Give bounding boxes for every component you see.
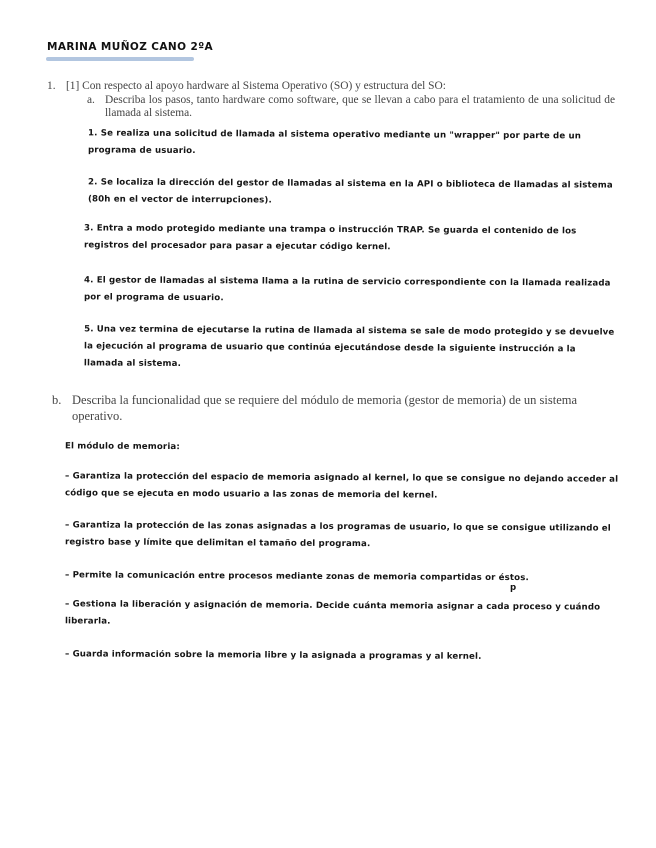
insertion-mark: p xyxy=(510,583,517,593)
part-a-text: Describa los pasos, tanto hardware como software, que se llevan a cabo para el tratamiento de una solicitud de llamada al sistema. xyxy=(105,94,615,119)
answer-a-step-3: 3. Entra a modo protegido mediante una trampa o instrucción TRAP. Se guarda el contenido de los registros del procesador para pasar a ejecutar código kernel. xyxy=(83,223,577,253)
part-b-text: Describa la funcionalidad que se requiere del módulo de memoria (gestor de memoria) de un sistema operativo. xyxy=(72,393,578,423)
student-name: MARINA MUÑOZ CANO 2ºA xyxy=(47,41,214,53)
question-1-text: [1] Con respecto al apoyo hardware al Sistema Operativo (SO) y estructura del SO: xyxy=(66,80,446,92)
part-b-letter: b. xyxy=(52,393,62,407)
answer-b-item-3: – Permite la comunicación entre procesos mediante zonas de memoria compartidas or éstos. xyxy=(64,570,529,584)
answer-a-step-4: 4. El gestor de llamadas al sistema llama a la rutina de servicio correspondiente con la llamada realizada por el programa de usuario. xyxy=(83,275,611,304)
question-1-number: 1. xyxy=(47,80,56,92)
answer-b-item-5: – Guarda información sobre la memoria libre y la asignada a programas y al kernel. xyxy=(64,649,482,662)
name-highlight-underline xyxy=(46,57,194,61)
answer-a-step-5: 5. Una vez termina de ejecutarse la rutina de llamada al sistema se sale de modo protegido y se devuelve la ejecución al programa de usuario que continúa ejecutándose desde la siguiente instrucción a la llamada al sistema. xyxy=(83,324,615,369)
answer-b-heading: El módulo de memoria: xyxy=(64,441,181,453)
answer-b-item-4: – Gestiona la liberación y asignación de memoria. Decide cuánta memoria asignar a cada proceso y cuándo liberarla. xyxy=(64,599,601,627)
answer-b-item-1: – Garantiza la protección del espacio de memoria asignado al kernel, lo que se consigue no dejando acceder al código que se ejecuta en modo usuario a las zonas de memoria del kernel. xyxy=(64,471,619,501)
answer-a-step-1: 1. Se realiza una solicitud de llamada al sistema operativo mediante un "wrapper" por parte de un programa de usuario. xyxy=(87,128,582,157)
part-a-letter: a. xyxy=(87,94,95,106)
answer-b-item-2: – Garantiza la protección de las zonas asignadas a los programas de usuario, lo que se consigue utilizando el registro base y límite que delimitan el tamaño del programa. xyxy=(64,520,611,550)
answer-a-step-2: 2. Se localiza la dirección del gestor de llamadas al sistema en la API o biblioteca de llamadas al sistema (80h en el vector de interrupciones). xyxy=(87,177,613,206)
